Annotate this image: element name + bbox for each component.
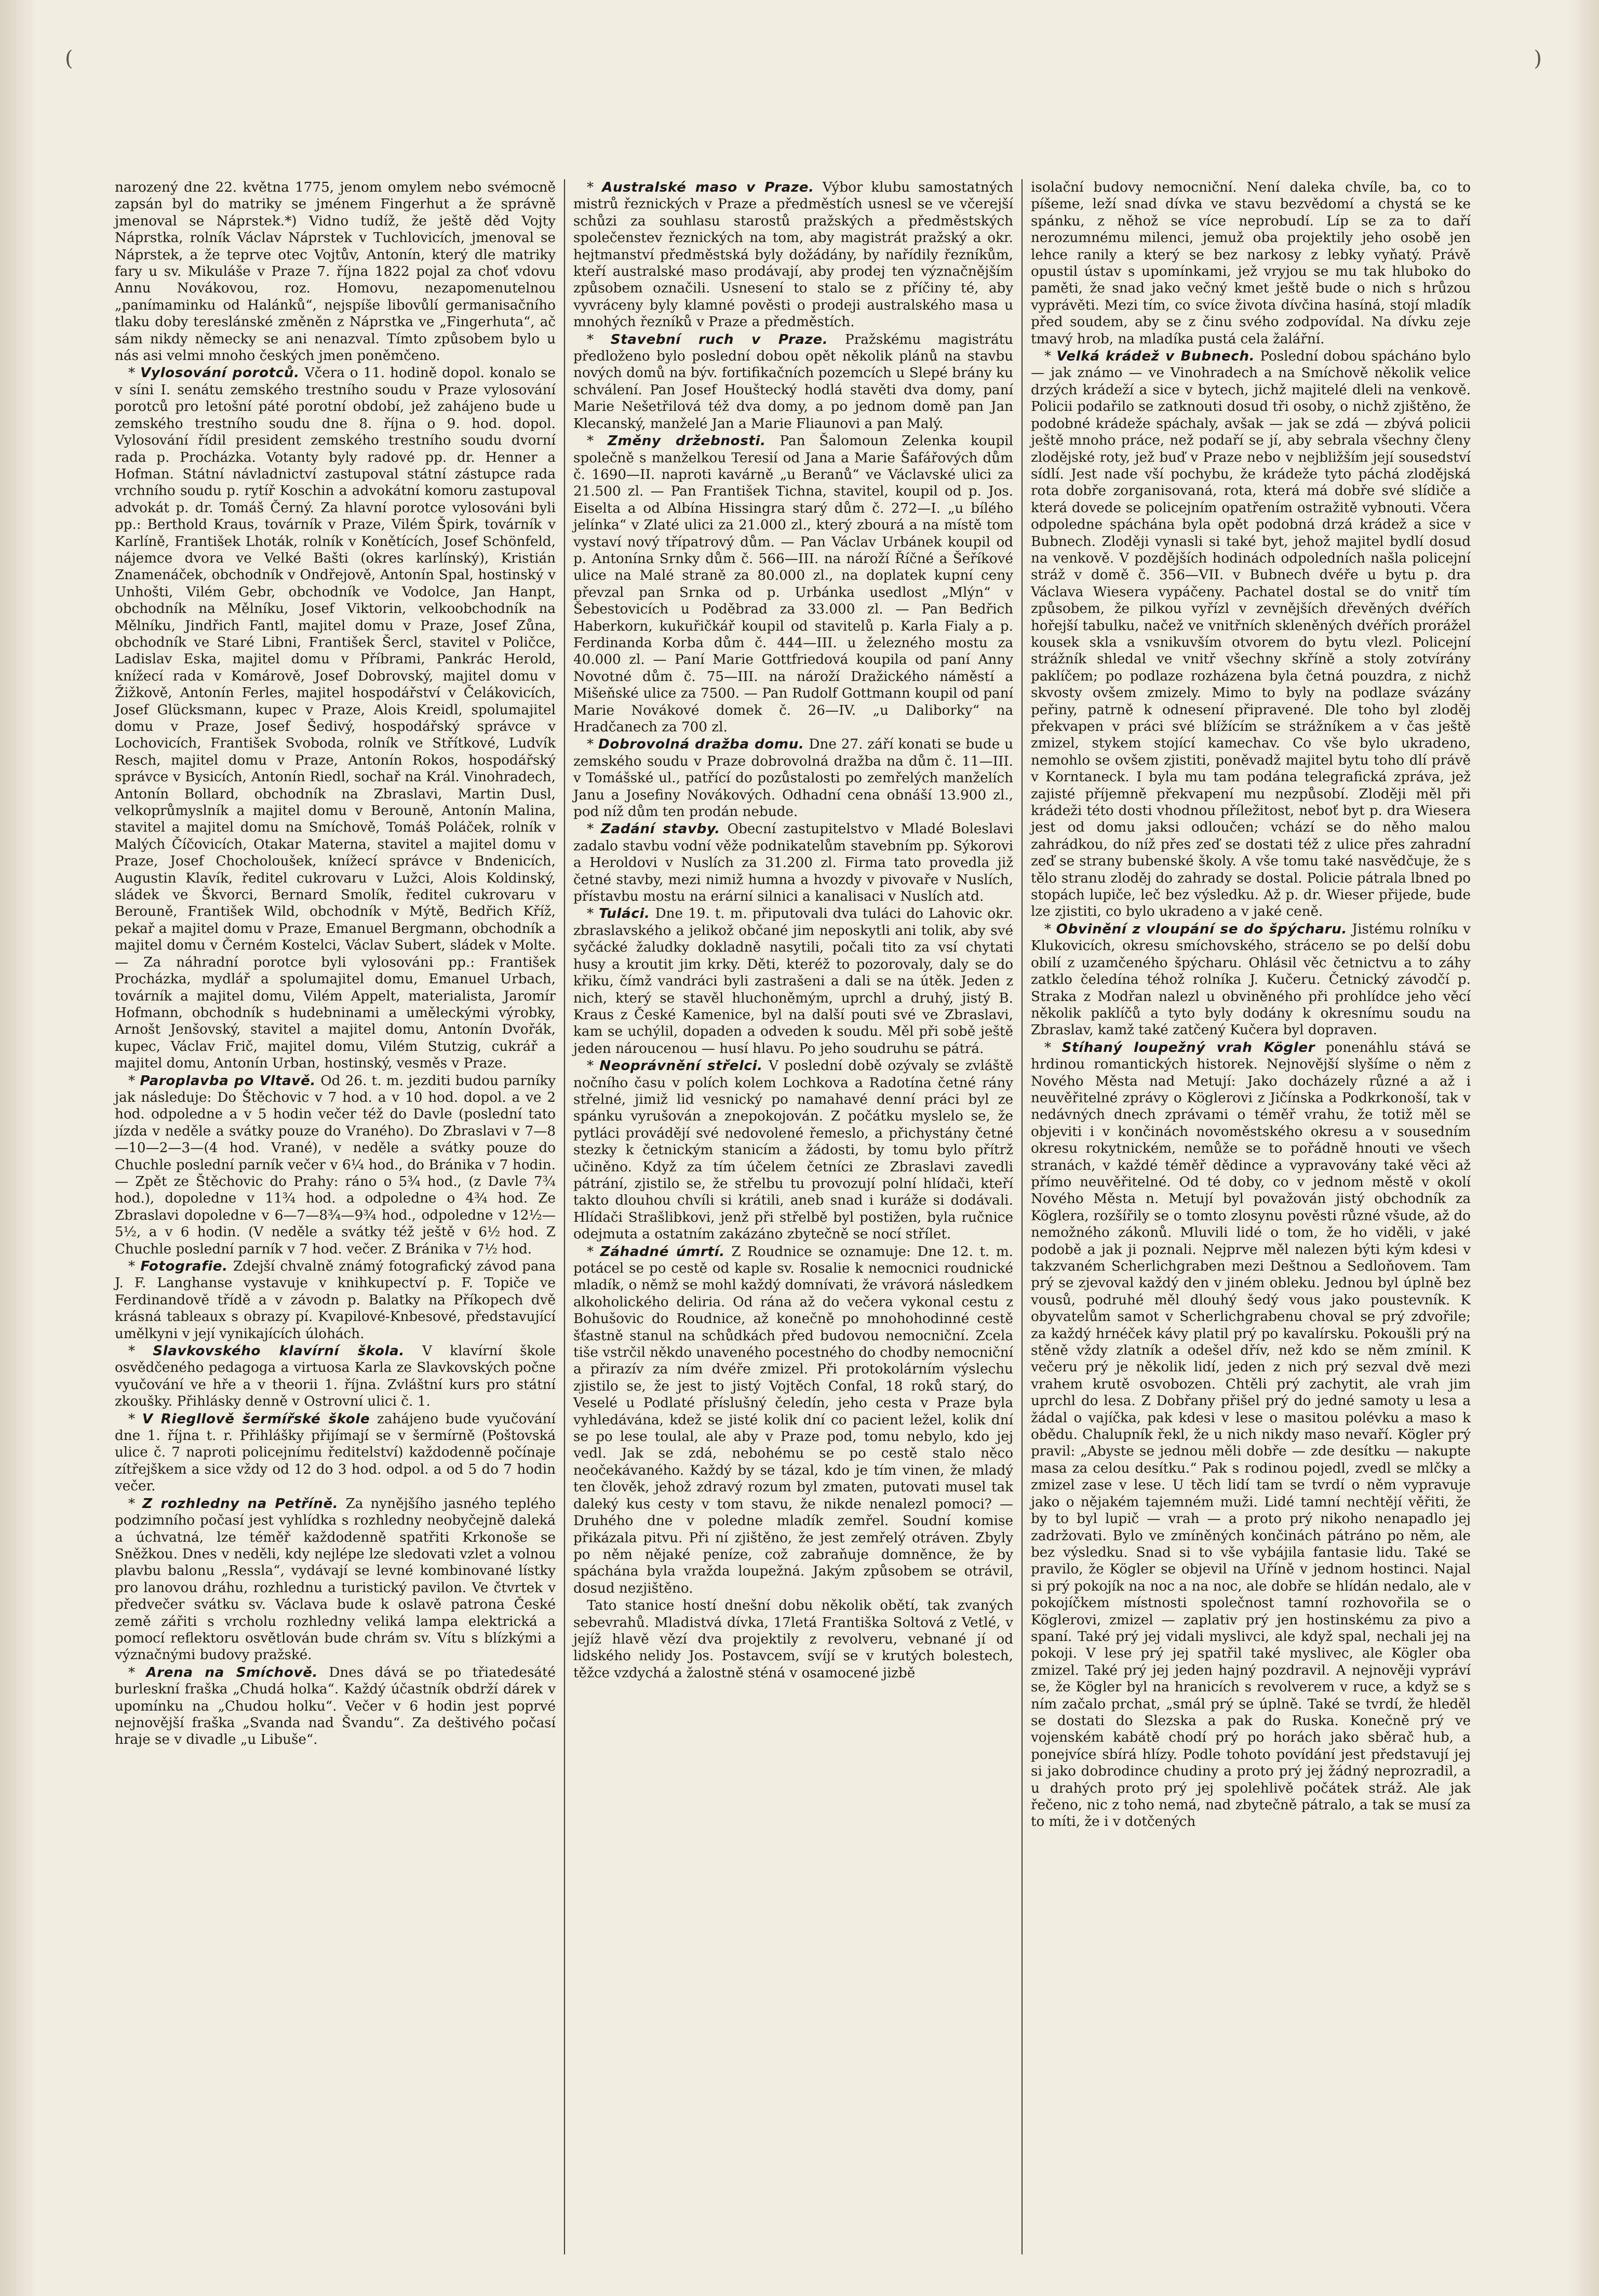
article-text: isolační budovy nemocniční. Není daleka chvíle, ba, co to píšeme, leží snad dívka ve stavu bezvědomí a chystá se ke spánku, z něhož se více neprobudí. Líp se za to daří nerozumnému milenci, jemuž oba projektily jeho osobě jen lehce ranily a který se bez narkosy z lebky vyňatý. Právě opustil ústav s upomínkami, jež vryjou se mu tak hluboko do paměti, že snad jako večný kmet ještě bude o nich s hrůzou vyprávěti. Mezi tím, co svíce života dívčina hasíná, stojí mladík před soudem, aby se z činu svého zodpovídal. Na dívku zeje tmavý hrob, na mladíka pustá cela žalářní.	[1031, 180, 1471, 347]
article-paragraph	[573, 1058, 1013, 1243]
article-heading: Dobrovolná dražba domu.	[598, 737, 804, 753]
asterisk-mark: *	[587, 1058, 600, 1074]
article-text: V klavírní škole osvědčeného pedagoga a virtuosa Karla ze Slavkovských počne vyučování ve hře a v theorii 1. října. Zvláštní kurs pro státní zkoušky. Přihlásky denně v Ostrovní ulici č. 1.	[115, 1343, 556, 1410]
article-heading: Stavební ruch v Praze.	[610, 331, 828, 348]
asterisk-mark: *	[128, 1073, 140, 1089]
article-heading: V Riegllově šermířské škole	[142, 1411, 370, 1427]
page-edge-right	[1568, 0, 1599, 2296]
article-text: Dnes dává se po třiatedesáté burleskní fraška „Chudá holka“. Každý účastník obdrží dárek v upomínku na „Chudou holku“. Večer v 6 hodin jest poprvé nejnovější fraška „Svanda nad Švandu“. Za deštivého počasí hraje se v divadle „u Libuše“.	[115, 1664, 556, 1748]
column-3	[1022, 179, 1479, 2254]
article-text: Tato stanice hostí dnešní dobu několik obětí, tak zvaných sebevrahů. Mladistvá dívka, 17letá Františka Soltová z Vetlé, v jejíž hlavě vězí dva projektily z revolveru, vebnané jí od lidského nelidy Jos. Postavcem, svíjí se v krutých bolestech, těžce vzdychá a žalostně sténá v osamocené jizbě	[573, 1598, 1013, 1681]
asterisk-mark: *	[128, 1496, 143, 1512]
asterisk-mark: *	[587, 433, 608, 449]
newspaper-columns	[106, 179, 1480, 2254]
article-text: narozený dne 22. května 1775, jenom omylem nebo svémocně zapsán byl do matriky se jménem Fingerhut a že správně jmenoval se Náprstek.*) Vidno tudíž, že ještě děd Vojty Náprstka, rolník Václav Náprstek v Tuchlovicích, jmenoval se Náprstek, a že teprve otec Vojtův, Antonín, který dle matriky fary u sv. Mikuláše v Praze 7. října 1822 pojal za choť vdovu Annu Novákovou, roz. Homovu, nezapomenutelnou „panímaminku od Halánků“, nejspíše libovůlí germanisačního tlaku doby tereslánské změněn z Náprstka ve „Fingerhuta“, ač sám nikdy německy se ani nenazval. Tímto způsobem bylo u nás asi velmi mnoho českých jmen poněmčeno.	[115, 180, 556, 364]
article-text: V poslední době ozývaly se zvláště nočního času v polích kolem Lochkova a Radotína četné rány střelné, jimiž lid vesnický po namahavé denní práci byl ze spánku vyrušován a znepokojován. Z počátku myslelo se, že pytláci provádějí své nedovolené řemeslo, a přichystány četné stezky k četnickým stanicím a žádosti, by tomu bylo přítrž učiněno. Když za tím účelem četníci ze Zbraslavi zavedli pátrání, zjistilo se, že střelbu tu provozují polní hlídači, kteří takto dlouhou chvíli si krátili, aneb snad i kuráže si dodávali. Hlídači Strašlibkovi, jenž při střelbě byl postižen, byla ručnice odejmuta a ostatním zakázáno zbytečně se nocí střílet.	[573, 1058, 1013, 1243]
article-text: Zdejší chvalně známý fotografický závod pana J. F. Langhanse vystavuje v knihkupectví p. F. Topiče ve Ferdinandově třídě a v závodn p. Balatky na Příkopech dvě krásná tableaux s obrazy pí. Kvapilové-Knbesové, představující umělkyni v její vynikajících úlohách.	[115, 1259, 556, 1342]
article-text: ponenáhlu stává se hrdinou romantických historek. Nejnovější slyšíme o něm z Nového Města nad Metují: Jako docházely různé a až i neuvěřitelné zprávy o Köglerovi z Jičínska a Podkrkonoší, tak v nedávných dnech zprávami o téměř vrahu, že totiž měl se objeviti i v končinách novoměstského okresu a v sousedním okresu rokytnickém, nemůže se to pořádně hnouti ve všech stranách, v každé téměř dědince a vypravovány také věci až přímo neuvěřitelné. Od té doby, co v jednom městě v okolí Nového Města n. Metují byl považován jistý obchodník za Köglera, rozšířily se o tomto zlosynu pověsti různé všude, až do nemožného zákonů. Mluvili lidé o tom, že ho viděli, v jaké podobě a jak ji poznali. Nejprve měl nalezen býti kým kdesi v takzvaném Scherlichgraben mezi Deštnou a Sedloňovem. Tam prý se zjevoval každý den v jiném obleku. Jednou byl úplně bez vousů, podruhé měl dlouhý šedý vous jako poustevník. K obyvatelům samot v Scherlichgrabenu choval se prý zdvořile; za každý hrnéček kávy platil prý po kavalírsku. Pokoušli prý na stěně vždy zlatník a odešel dřív, než kdo se něm zmínil. K večeru prý je několik lidí, jeden z nich prý sezval dvě mezi vrahem krutě osvobozen. Chtěli prý zachytit, ale vrah jim uprchl do lesa. Z Dobřany přišel prý do jedné samoty u lesa a žádal o vajíčka, pak kdesi v lese o masitou polévku a maso k obědu. Chalupník řekl, že u nich nikdy maso nevaří. Kögler prý pravil: „Abyste se jednou měli dobře — zde desítku — nakupte masa za celou desítku.“ Pak s rodinou pojedl, zvedl se mlčky a zmizel zase v lese. U těch lidí tam se tvrdí o něm vypravuje jako o nějakém tajemném muži. Lidé tamní nechtějí věřiti, že by to byl lupič — vrah — a proto prý nikoho nenapadlo jej zadržovati. Bylo ve zmíněných končinách pátráno po něm, ale bez výsledku. Snad si to vše vybájila fantasie lidu. Také se pravilo, že Kögler se objevil na Uříně v jednom hostinci. Najal si prý pokojík na noc a na noc, ale dobře se hlídán nedalo, ale v pokojíčkem místnosti společnost tamní rozhovořila se o Köglerovi, zmizel — zaplativ prý jen hostinskému za pivo a spaní. Také prý jej vidali myslivci, ale když spal, nechali jej na pokoji. V lese prý jej spatřil také myslivec, ale Kögler oba zmizel. Také prý jej jeden hajný pozdravil. A nejnověji vypráví se, že Kögler byl na hranicích s revolverem v ruce, a když se s ním začalo prchat, „smál prý se úplně. Také se tvrdí, že hleděl se dostati do Slezska a pak do Ruska. Konečně prý ve vojenském kabátě chodí prý po horách jako sběrač hub, a ponejvíce sbírá hlízy. Podle tohoto povídání jest představují jej si jako dobrodince chudiny a proto prý jej žádný neprozradil, a u drahých proto prý jej spolehlivě počátek stráž. Ale jak řečeno, nic z toho nemá, nad zbytečně pátralo, a tak se musí za to míti, že i v dotčených	[1031, 1039, 1471, 1830]
article-text: Včera o 11. hodině dopol. konalo se v síni I. senátu zemského trestního soudu v Praze vylosování porotců pro letošní páté porotní období, jež zahájeno bude u zemského trestního soudu dne 8. října o 9. hod. dopol. Vylosování řídil president zemského trestního soudu dvorní rada p. Procházka. Votanty byly radové pp. dr. Henner a Hofman. Státní návladnictví zastupoval státní zástupce rada vrchního soudu p. rytíř Koschin a advokátní komoru zastupoval advokát p. dr. Tomáš Černý. Za hlavní porotce vylosováni byli pp.: Berthold Kraus, továrník v Praze, Vilém Špirk, továrník v Karlíně, František Lhoták, rolník v Konětících, Josef Schönfeld, nájemce dvora ve Velké Bašti (okres karlínský), Kristián Znamenáček, obchodník v Ondřejově, Antonín Spal, hostinský v Unhošti, Vilém Gebr, obchodník ve Vodolce, Jan Hanpt, obchodník na Mělníku, Josef Viktorin, velkoobchodník na Mělníku, Jindřich Fantl, majitel domu v Praze, Josef Zůna, obchodník ve Staré Libni, František Šercl, stavitel v Poličce, Ladislav Eska, majitel domu v Příbrami, Pankrác Herold, knížecí rada v Komárově, Josef Dobrovský, majitel domu v Žižkově, Antonín Ferles, majitel hospodářství v Čelákovicích, Josef Glücksmann, kupec v Praze, Alois Kreidl, spolumajitel domu v Praze, Josef Šedivý, hospodářský správce v Lochovicích, František Svoboda, rolník ve Střítkové, Ludvík Resch, majitel domu v Praze, Antonín Rokos, hospodářský správce v Bysicích, Antonín Riedl, sochař na Král. Vinohradech, Antonín Bollard, obchodník na Zbraslavi, Martin Dusl, velkoprůmyslník a majitel domu v Berouně, Antonín Malina, stavitel a majitel domu na Smíchově, Tomáš Poláček, rolník v Malých Číčovicích, Otakar Materna, stavitel a majitel domu v Praze, Josef Chocholoušek, knížecí správce v Bndenicích, Augustin Klavík, ředitel cukrovaru v Lužci, Alois Koldinský, sládek ve Škvorci, Bernard Smolík, ředitel cukrovaru v Berouně, František Wild, obchodník v Mýtě, Bedřich Kříž, pekař a majitel domu v Praze, Emanuel Bergmann, obchodník a majitel domu v Černém Kostelci, Václav Subert, sládek v Molte. — Za náhradní porotce byli vylosováni pp.: František Procházka, mydlář a spolumajitel domu, Emanuel Urbach, továrník a majitel domu, Vilém Appelt, materialista, Jaromír Hofmann, obchodník s hudebninami a uměleckými výrobky, Arnošt Jenšovský, stavitel a majitel domu, Antonín Dvořák, kupec, Václav Frič, majitel domu, Vilém Stutzig, cukrář a majitel domu, Antonín Urban, hostinský, vesměs v Praze.	[115, 365, 556, 1072]
article-text: Poslední dobou spácháno bylo — jak známo — ve Vinohradech a na Smíchově několik velice drzých krádeží a sice v bytech, jichž majitelé dleli na venkově. Policii podařilo se zatknouti dosud tři osoby, o nichž zjištěno, že podobné krádeže spáchaly, avšak — jak se zdá — zbývá policii ještě mnoho práce, než podaří se jí, aby sebrala všechny členy zlodějské roty, jež buď v Praze nebo v nejbližším její sousedství sídlí. Jest nade vší pochybu, že krádeže tyto páchá zlodějská rota dobře zorganisovaná, rota, která má dobře své slídiče a která dovede se policejním opatřením ostražitě vybnouti. Včera odpoledne spáchána byla opět podobná drzá krádež a sice v Bubnech. Zloději vynasli si také byt, jehož majitel bydlí dosud na venkově. V pozdějších hodinách odpoledních našla policejní stráž v domě č. 356—VII. v Bubnech dvéře u bytu p. dra Václava Wiesera vypáčeny. Pachatel dostal se do vnitř tím způsobem, že pilkou vyřízl v zevnějších dřevěných dvéřích hořejší tabulku, načež ve vnitřních skleněných dvéřích prorážel kousek skla a vsnikuvším otvorem do bytu vlezl. Policejní strážník shledal ve vnitř všechny skříně a stoly zotvírány paklíčem; po podlaze rozházena byla četná pouzdra, z nichž skvosty ovšem zmizely. Mimo to byly na podlaze svázány peřiny, patrně k odnesení připravené. Dle toho byl zloděj překvapen v práci své blížícím se strážníkem a v čas ještě zmizel, stykem stojící kamechav. Co vše bylo ukradeno, nemohlo se ovšem zjistiti, poněvadž majitel bytu toho dlí právě v Korntaneck. I byla mu tam podána telegrafická zpráva, jež zajisté příjemně překvapení mu nezpůsobí. Zloději měl při krádeži této dosti vhodnou příležitost, neboť byt p. dra Wiesera jest od domu jaksi odloučen; vchází se do něho malou zahrádkou, do níž přes zeď se dostati též z ulice přes zahradní zeď se strany bubenské školy. A vše tomu také nasvědčuje, že s tělo stranu zloděj do zahrady se dostal. Policie pátrala lbned po stopách lupiče, leč bez výsledku. Až p. dr. Wieser přijede, bude lze zjistiti, co bylo ukradeno a v jaké ceně.	[1031, 349, 1471, 920]
article-paragraph	[573, 1597, 1013, 1681]
article-text: Pražskému magistrátu předloženo bylo poslední dobou opět několik plánů na stavbu nových domů na býv. fortifikačních pozemcích u Slepé brány ku schválení. Pan Josef Houštecký hodlá stavěti dva domy, paní Marie Nešetřilová též dva domy, a po jednom domě pan Jan Klecanský, manželé Jan a Marie Fliaunovi a pan Malý.	[573, 331, 1013, 432]
article-heading: Paroplavba po Vltavě.	[140, 1073, 316, 1089]
asterisk-mark: *	[1044, 349, 1057, 365]
article-heading: Záhadné úmrtí.	[600, 1244, 725, 1260]
asterisk-mark: *	[587, 821, 601, 837]
asterisk-mark: *	[128, 1259, 141, 1274]
article-heading: Fotografie.	[140, 1259, 228, 1274]
asterisk-mark: *	[128, 1411, 142, 1427]
left-bracket-mark: (	[65, 47, 73, 71]
article-paragraph	[1031, 179, 1471, 348]
asterisk-mark: *	[587, 737, 599, 753]
article-text: Jistému rolníku v Klukovicích, okresu smíchovského, stráceло se po delší dobu obilí z uzamčeného špýcharu. Ohlásil věc četnictvu a to záhy zatklo čeledína téhož rolníka J. Kučeru. Četnický závodčí p. Straka z Modřan nalezl u obviněného při prohlídce jeho věcí několik paklíčů a tyto byly dodány k okresnímu soudu na Zbraslav, kamž také zatčený Kučera byl dopraven.	[1031, 921, 1471, 1038]
column-1	[106, 179, 564, 2254]
asterisk-mark: *	[1044, 1039, 1062, 1056]
article-text: Pan Šalomoun Zelenka koupil společně s manželkou Teresií od Jana a Marie Šafářových dům č. 1690—II. naproti kavárně „u Beranů“ ve Václavské ulici za 21.500 zl. — Pan František Tichna, stavitel, koupil od p. Jos. Eiselta a od Albína Hissingra starý dům č. 272—I. „u bílého jelínka“ v Zlaté ulici za 21.000 zl., který zbourá a na místě tom vystaví nový třípatrový dům. — Pan Václav Urbánek koupil od p. Antonína Srnky dům č. 566—III. na nároží Říčné a Šeříkové ulice na Malé straně za 80.000 zl., na doplatek kupní ceny převzal pan Srnka od p. Urbánka usedlost „Mlýn“ v Šebestovicích u Poděbrad za 33.000 zl. — Pan Bedřich Haberkorn, kukuřičkář koupil od stavitelů p. Karla Fialy a p. Ferdinanda Korba dům č. 444—III. u železného mostu za 40.000 zl. — Paní Marie Gottfriedová koupila od paní Anny Novotné dům č. 75—III. na nároží Dražického náměstí a Mišeňské ulice za 7500. — Pan Rudolf Gottmann koupil od paní Marie Novákové domek č. 26—IV. „u Daliborky“ na Hradčanech za 700 zl.	[573, 433, 1014, 735]
article-heading: Obvinění z vloupání se do špýcharu.	[1056, 921, 1347, 937]
article-heading: Arena na Smíchově.	[146, 1664, 318, 1680]
asterisk-mark: *	[128, 1664, 146, 1680]
article-heading: Stíhaný loupežný vrah Kögler	[1061, 1039, 1315, 1056]
article-paragraph	[573, 433, 1013, 736]
article-paragraph	[115, 1496, 556, 1664]
asterisk-mark: *	[128, 365, 141, 381]
article-paragraph	[115, 365, 556, 1072]
article-heading: Australské maso v Praze.	[602, 180, 814, 195]
right-bracket-mark: )	[1534, 47, 1542, 71]
article-paragraph	[115, 179, 556, 364]
article-paragraph	[1031, 921, 1471, 1039]
article-heading: Tuláci.	[599, 906, 650, 922]
article-paragraph	[115, 1258, 556, 1342]
article-heading: Slavkovského klavírní škola.	[153, 1343, 405, 1359]
article-paragraph	[573, 179, 1013, 331]
article-heading: Neoprávnění střelci.	[599, 1058, 763, 1074]
article-text: Za nynějšího jasného teplého podzimního počasí jest vyhlídka s rozhledny neobyčejně daleká a úchvatná, lze téměř každodenně spatřiti Krkonoše se Sněžkou. Dnes v neděli, kdy nejlépe lze sledovati vzlet a volnou plavbu balonu „Ressla“, vydávají se levné kombinované lístky pro lanovou dráhu, rozhlednu a turistický pavilon. Ve čtvrtek v předvečer svátku sv. Václava bude k oslavě patrona České země zářiti s vrcholu rozhledny veliká lampa elektrická a pomocí reflektoru osvětlován bude chrám sv. Vítu s blízkými a význačnými budovy pražské.	[115, 1496, 556, 1663]
column-2	[564, 179, 1022, 2254]
page-edge-left	[0, 0, 36, 2296]
asterisk-mark: *	[587, 180, 602, 195]
article-paragraph	[115, 1411, 556, 1495]
article-paragraph	[573, 1244, 1013, 1597]
asterisk-mark: *	[587, 1244, 600, 1260]
article-paragraph	[573, 736, 1013, 820]
article-text: Dne 27. září konati se bude u zemského soudu v Praze dobrovolná dražba na dům č. 11—III. v Tomášské ul., patřící do pozůstalosti po zemřelých manželích Janu a Josefiny Novákových. Odhadní cena obnáší 13.900 zl., pod níž dům ten prodán nebude.	[573, 737, 1014, 820]
asterisk-mark: *	[587, 331, 611, 348]
article-paragraph	[115, 1664, 556, 1748]
article-heading: Vylosování porotců.	[140, 365, 300, 381]
article-text: zahájeno bude vyučování dne 1. října t. r. Přihlášky přijímají se v šermírně (Poštovská ulice č. 7 naproti policejnímu ředitelství) každodenně počínaje zítřejškem a sice vždy od 12 do 3 hod. odpol. a od 5 do 7 hodin večer.	[115, 1411, 556, 1494]
article-text: Výbor klubu samostatných mistrů řeznických v Praze a předměstích usnesl se ve včerejší schůzi za souhlasu starostů pražských a předměstských společenstev řeznických na tom, aby magistrát pražský a okr. hejtmanství předměstská byly dožádány, by nařídily řezníkům, kteří australské maso prodávají, aby prodej ten význačnějším způsobem označili. Usnesení to stalo se z příčiny té, aby vyvráceny byly klamné pověsti o prodeji australského masa u mnohých řezníků v Praze a předměstích.	[573, 180, 1014, 330]
article-heading: Velká krádež v Bubnech.	[1056, 349, 1255, 365]
asterisk-mark: *	[587, 906, 599, 922]
article-text: Od 26. t. m. jezditi budou parníky jak následuje: Do Štěchovic v 7 hod. a v 10 hod. dopol. a ve 2 hod. odpoledne a v 5 hodin večer též do Davle (poslední tato jízda v neděle a svátky pouze do Vraného). Do Zbraslavi v 7—8—10—2—3—(4 hod. Vrané), v neděle a svátky pouze do Chuchle poslední parník večer v 6¼ hod., do Bránika v 7 hodin. — Zpět ze Štěchovic do Prahy: ráno o 5¾ hod., (z Davle 7¾ hod.), dopoledne v 11¾ hod. a odpoledne o 4¾ hod. Ze Zbraslavi dopoledne v 6—7—8¾—9¾ hod., odpoledne v 12½—5½, a v 6 hodin. (V neděle a svátky též ještě v 6½ hod. Z Chuchle poslední parník v 7 hod. večer. Z Bránika v 7½ hod.	[115, 1073, 556, 1257]
article-text: Z Roudnice se oznamuje: Dne 12. t. m. potácel se po cestě od kaple sv. Rosalie k nemocnici roudnické mladík, o němž se mohl každý domnívati, že vrávorá následkem alkoholického deliria. Od rána až do večera vykonal cestu z Bohušovic do Roudnice, až konečně po mnohohodinné cestě šťastně stanul na schůdkách před budovou nemocniční. Zcela tiše vstrčil někdo unaveného pocestného do chodby nemocniční a přirazív za ním dvéře zmizel. Při protokolárním výslechu zjistilo se, že jest to jistý Vojtěch Confal, 18 roků starý, do Veselé u Podlaté příslušný čeledín, jeho cesta v Praze byla vyhledávána, kdež se jisté kolik dní co pacient ležel, kolik dní se po lese toulal, ale aby v Praze pod, tomu nebylo, kdo jej vedl. Jak se zdá, nebohému se po cestě stalo něco neočekávaného. Každý by se tázal, kdo je tím vinen, že mladý ten člověk, jehož zdravý rozum byl zmaten, putovati musel tak daleký kus cesty v tom stavu, že nikde nenalezl pomoci? — Druhého dne v poledne mladík zemřel. Soudní komise přikázala pitvu. Při ní zjištěno, že jest zemřelý otráven. Zbyly po něm nějaké peníze, což zabraňuje domněnce, že by spáchána byla vražda loupežná. Jakým způsobem se otrávil, dosud nezjištěno.	[573, 1244, 1013, 1596]
article-paragraph	[1031, 348, 1471, 920]
asterisk-mark: *	[1044, 921, 1056, 937]
article-heading: Zadání stavby.	[600, 821, 720, 837]
article-paragraph	[573, 905, 1013, 1057]
article-paragraph	[115, 1343, 556, 1410]
article-text: Obecní zastupitelstvo v Mladé Boleslavi zadalo stavbu vodní věže podnikatelům stavebním pp. Sýkorovi a Heroldovi v Nuslích za 31.200 zl. Firma tato provedla již četné stavby, mezi nimiž humna a hvozdy v pivovaře v Nuslích, přístavbu mostu na erární silnici a kanalisaci v Nuslích atd.	[573, 821, 1014, 905]
article-heading: Změny držebnosti.	[607, 433, 766, 449]
article-paragraph	[1031, 1039, 1471, 1831]
article-paragraph	[573, 821, 1013, 905]
article-paragraph	[573, 331, 1013, 432]
article-text: Dne 19. t. m. připutovali dva tuláci do Lahovic okr. zbraslavského a jelikož občané jim neposkytli ani tolik, aby své syčácké žaludky dokladně nasytili, počali tito za vsí chytati husy a kroutit jim krky. Děti, kteréž to pozorovaly, daly se do křiku, čímž vandráci byli zastrašeni a dali se na útěk. Jeden z nich, který se stavěl hluchoněmým, uprchl a druhý, jistý B. Kraus z České Kamenice, byl na další pouti své ve Zbraslavi, kam se uchýlil, dopaden a odveden k soudu. Měl při sobě ještě jeden nároucenou — husí hlavu. Po jeho soudruhu se pátrá.	[573, 906, 1014, 1057]
article-heading: Z rozhledny na Petříně.	[142, 1496, 339, 1512]
asterisk-mark: *	[128, 1343, 153, 1359]
article-paragraph	[115, 1073, 556, 1258]
